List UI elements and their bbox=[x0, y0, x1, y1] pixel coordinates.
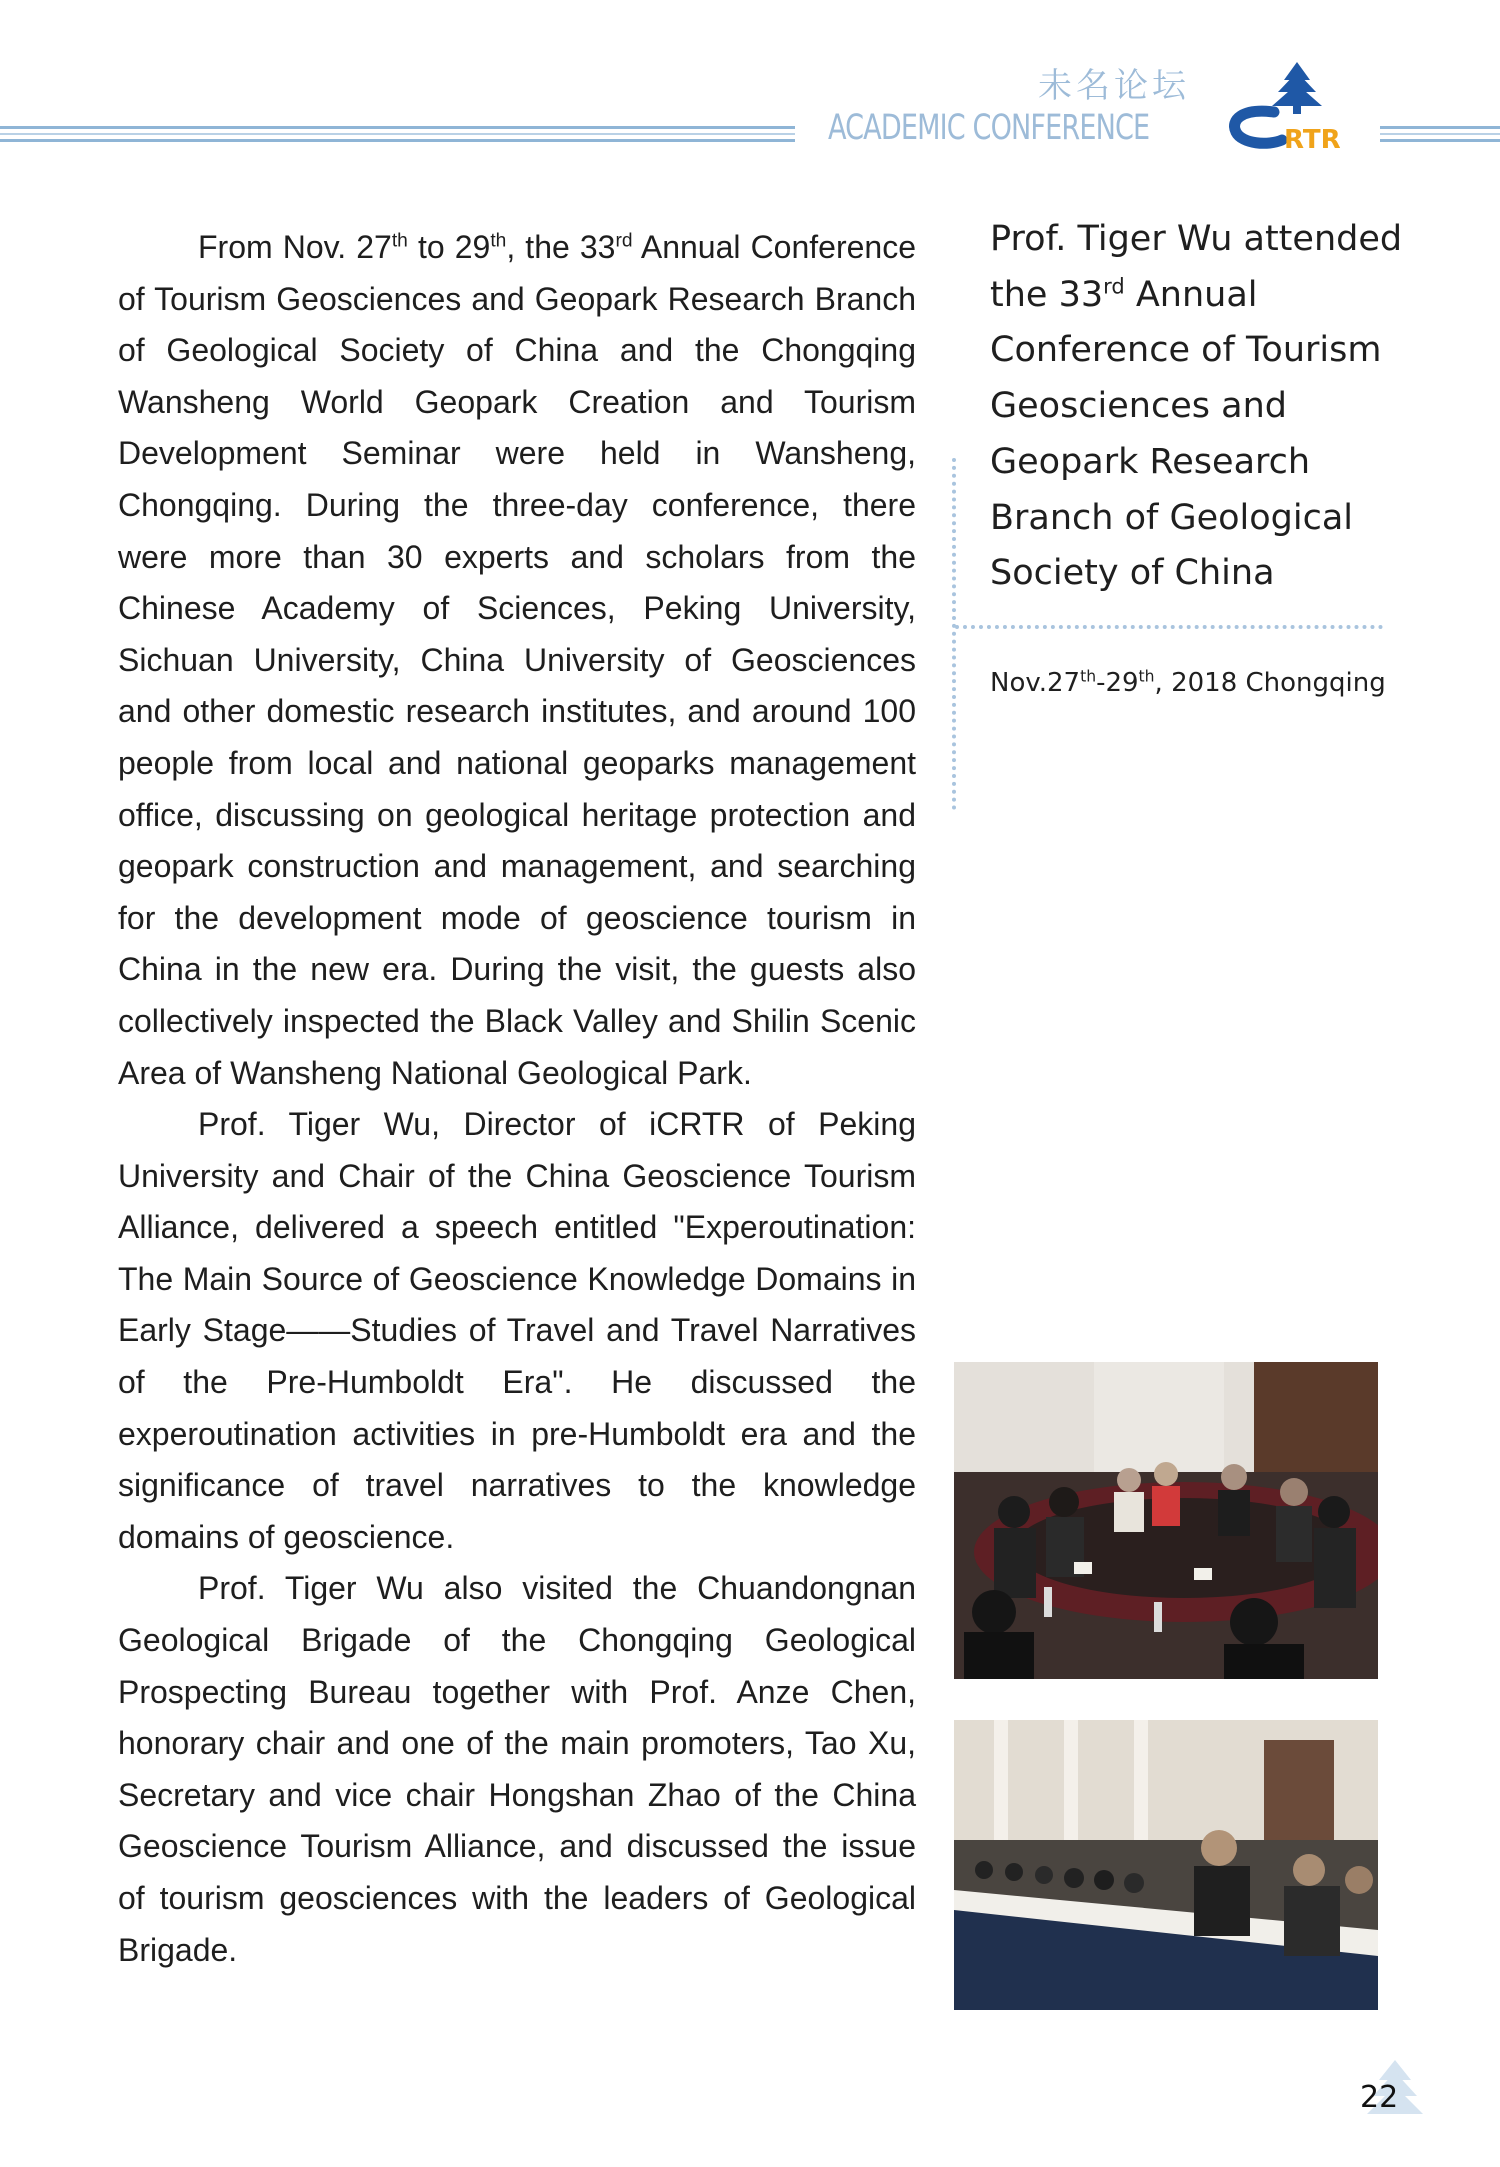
event-date: Nov.27th-29th, 2018 Chongqing bbox=[990, 667, 1386, 698]
logo-text: RTR bbox=[1284, 125, 1341, 150]
paragraph-3: Prof. Tiger Wu also visited the Chuandongnan Geological Brigade of the Chongqing Geological Prospecting Bureau together with Prof. Anze Chen, honorary chair and one of the main promoters, Tao Xu, Secretary and vice chair Hongshan Zhao of the China Geoscience Tourism Alliance, and discussed the issue of tourism geosciences with the leaders of Geological Brigade. bbox=[118, 1570, 916, 1968]
page-number: 22 bbox=[1360, 2080, 1399, 2115]
dotted-divider-horizontal bbox=[955, 625, 1383, 629]
crtr-logo bbox=[1222, 60, 1352, 150]
header-title-cn: 未名论坛 bbox=[1038, 66, 1190, 106]
header-rule-right bbox=[1380, 126, 1500, 146]
article-body bbox=[118, 222, 916, 1976]
sidebar-title: Prof. Tiger Wu attended the 33rd Annual Conference of Tourism Geosciences and Geopark Research Branch of Geological Society of China bbox=[990, 219, 1403, 594]
conference-photo-2 bbox=[954, 1720, 1378, 2010]
paragraph-2: Prof. Tiger Wu, Director of iCRTR of Peking University and Chair of the China Geoscience Tourism Alliance, delivered a speech entitled "Experoutination: The Main Source of Geoscience Knowledge Domains in Early Stage——Studies of Travel and Travel Narratives of the Pre-Humboldt Era". He discussed the experoutination activities in pre-Humboldt era and the significance of travel narratives to the knowledge domains of geoscience. bbox=[118, 1106, 916, 1555]
header-title-en: ACADEMIC CONFERENCE bbox=[828, 108, 1150, 148]
conference-photo-1 bbox=[954, 1362, 1378, 1679]
dotted-divider-vertical bbox=[952, 458, 956, 810]
paragraph-1: From Nov. 27th to 29th, the 33rd Annual Conference of Tourism Geosciences and Geopark Research Branch of Geological Society of China and the Chongqing Wansheng World Geopark Creation and Tourism Development Seminar were held in Wansheng, Chongqing. During the three-day conference, there were more than 30 experts and scholars from the Chinese Academy of Sciences, Peking University, Sichuan University, China University of Geosciences and other domestic research institutes, and around 100 people from local and national geoparks management office, discussing on geological heritage protection and geopark construction and management, and searching for the development mode of geoscience tourism in China in the new era. During the visit, the guests also collectively inspected the Black Valley and Shilin Scenic Area of Wansheng National Geological Park. bbox=[118, 229, 917, 1091]
header-rule-left bbox=[0, 126, 795, 146]
